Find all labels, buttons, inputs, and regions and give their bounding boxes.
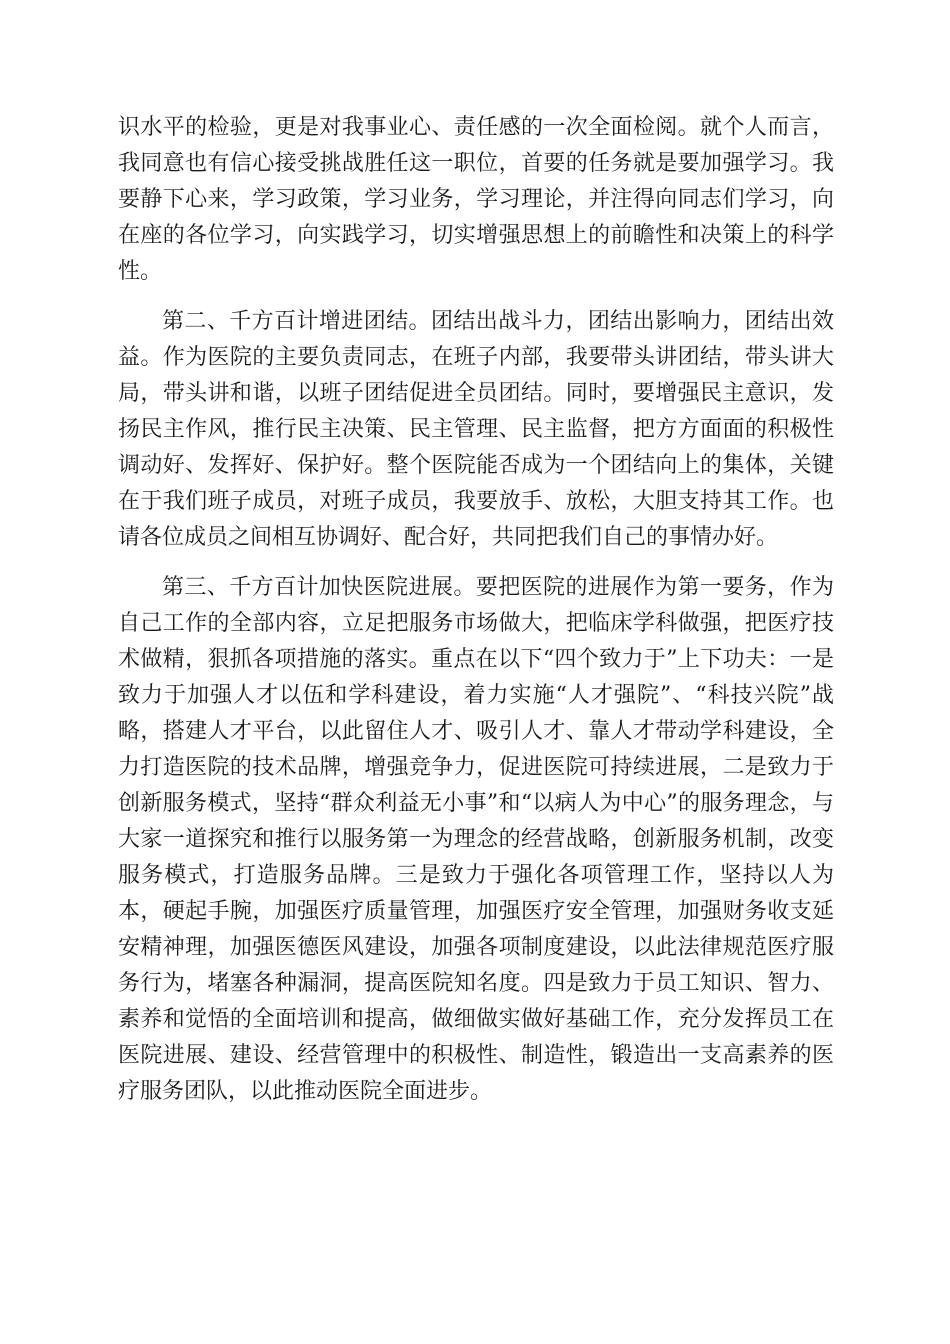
paragraph-1: 识水平的检验，更是对我事业心、责任感的一次全面检阅。就个人而言，我同意也有信心接受挑战胜任这一职位，首要的任务就是要加强学习。我要静下心来，学习政策，学习业务，学习理论，并注得向同志们学习，向在座的各位学习，向实践学习，切实增强思想上的前瞻性和决策上的科学性。 (118, 115, 834, 284)
document-body (118, 110, 834, 1124)
paragraph-2: 第二、千方百计增进团结。团结出战斗力，团结出影响力，团结出效益。作为医院的主要负责同志，在班子内部，我要带头讲团结，带头讲大局，带头讲和谐，以班子团结促进全员团结。同时，要增强民主意识，发扬民主作风，推行民主决策、民主管理、民主监督，把方方面面的积极性调动好、发挥好、保护好。整个医院能否成为一个团结向上的集体，关键在于我们班子成员，对班子成员，我要放手、放松，大胆支持其工作。也请各位成员之间相互协调好、配合好，共同把我们自己的事情办好。 (118, 309, 834, 550)
paragraph-3: 第三、千方百计加快医院进展。要把医院的进展作为第一要务，作为自己工作的全部内容，立足把服务市场做大，把临床学科做强，把医疗技术做精，狠抓各项措施的落实。重点在以下“四个致力于”上下功夫：一是致力于加强人才以伍和学科建设，着力实施“人才强院”、“科技兴院”战略，搭建人才平台，以此留住人才、吸引人才、靠人才带动学科建设，全力打造医院的技术品牌，增强竞争力，促进医院可持续进展，二是致力于创新服务模式，坚持“群众利益无小事”和“以病人为中心”的服务理念，与大家一道探究和推行以服务第一为理念的经营战略，创新服务机制，改变服务模式，打造服务品牌。三是致力于强化各项管理工作，坚持以人为本，硬起手腕，加强医疗质量管理，加强医疗安全管理，加强财务收支延安精神理，加强医德医风建设，加强各项制度建设，以此法律规范医疗服务行为，堵塞各种漏洞，提高医院知名度。四是致力于员工知识、智力、素养和觉悟的全面培训和提高，做细做实做好基础工作，充分发挥员工在医院进展、建设、经营管理中的积极性、制造性，锻造出一支高素养的医疗服务团队，以此推动医院全面进步。 (118, 575, 834, 1104)
